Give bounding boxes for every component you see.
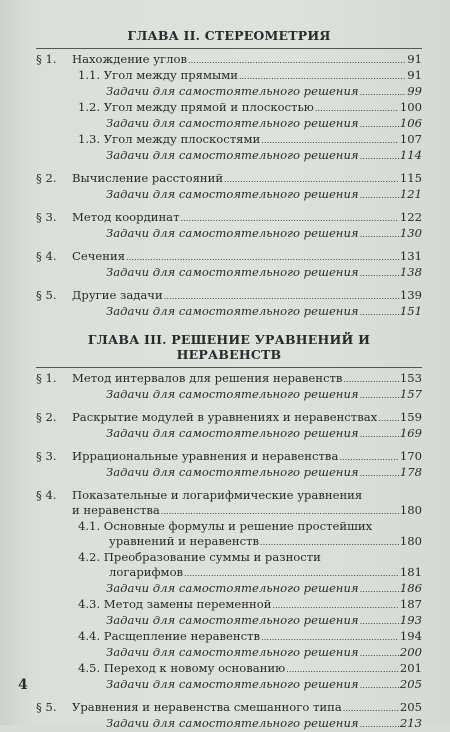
leader-dots [181,210,399,226]
entry-title-continued: уравнений и неравенств [109,534,260,548]
section-number: § 2. [36,410,57,424]
leader-dots [360,387,399,403]
entry-title-text: Нахождение углов [72,52,187,66]
toc-entry[interactable] [36,550,422,565]
leader-dots [360,581,399,597]
page-ref: 121 [399,187,422,201]
entry-title [36,488,362,503]
leader-dots [360,187,399,203]
toc-exercises-entry[interactable] [36,265,422,281]
toc-exercises-entry[interactable] [36,645,422,661]
section-number: § 4. [36,488,57,502]
entry-title [36,387,359,402]
entry-title-text: 4.2. Преобразование суммы и разности [78,550,321,564]
toc-entry[interactable] [36,68,422,84]
leader-dots [161,503,399,519]
toc-entry[interactable] [36,249,422,265]
entry-title [36,465,359,480]
separator-line [36,367,422,368]
entry-title-text: Уравнения и неравенства смешанного типа [72,700,342,714]
page-ref: 181 [399,565,422,579]
leader-dots [360,677,399,693]
leader-dots [272,597,398,613]
entry-title [36,581,359,596]
entry-title-text: Задачи для самостоятельного решения [106,387,359,401]
toc-entry[interactable] [36,371,422,387]
entry-title [36,265,359,280]
toc-entry-continued [36,565,422,581]
toc-entry[interactable] [36,410,422,426]
entry-title-text: Другие задачи [72,288,163,302]
entry-title [36,519,372,534]
entry-title [36,410,377,425]
entry-title [36,677,359,692]
page-ref: 122 [399,210,422,224]
table-of-contents [36,28,422,732]
page-ref: 99 [407,84,422,98]
entry-title-text: Задачи для самостоятельного решения [106,581,359,595]
entry-title-text: 4.3. Метод замены переменной [78,597,272,611]
page-ref: 91 [407,52,422,66]
entry-title-text: Показательные и логарифмические уравнения [72,488,363,502]
page-ref: 201 [399,661,422,675]
leader-dots [188,52,406,68]
entry-title [36,645,359,660]
entry-title-text: Задачи для самостоятельного решения [106,677,359,691]
toc-entry[interactable] [36,210,422,226]
page-number: 4 [18,677,28,693]
leader-dots [224,171,399,187]
toc-entry[interactable] [36,661,422,677]
page-ref: 130 [399,226,422,240]
entry-title [36,371,342,386]
leader-dots [360,716,399,732]
page-ref: 131 [399,249,422,263]
entry-title-text: Задачи для самостоятельного решения [106,265,359,279]
leader-dots [360,304,399,320]
leader-dots [339,449,398,465]
leader-dots [239,68,406,84]
toc-entry[interactable] [36,597,422,613]
leader-dots [260,534,399,550]
section-number: § 1. [36,52,57,66]
entry-title-text: 1.2. Угол между прямой и плоскостью [78,100,314,114]
entry-title-text: Задачи для самостоятельного решения [106,226,359,240]
leader-dots [360,226,399,242]
toc-exercises-entry[interactable] [36,465,422,481]
page-ref: 180 [399,534,422,548]
entry-title [36,249,125,264]
entry-title-text: Задачи для самостоятельного решения [106,304,359,318]
entry-title [36,550,321,565]
page-ref: 193 [399,613,422,627]
page-ref: 213 [399,716,422,730]
entry-title-text: Задачи для самостоятельного решения [106,716,359,730]
entry-title-text: Вычисление расстояний [72,171,224,185]
entry-title [36,597,271,612]
entry-title-text: Сечения [72,249,126,263]
leader-dots [184,565,399,581]
toc-entry[interactable] [36,100,422,116]
page-ref: 180 [399,503,422,517]
leader-dots [360,265,399,281]
leader-dots [343,371,398,387]
leader-dots [286,661,399,677]
page-ref: 205 [399,677,422,691]
separator-line [36,48,422,49]
entry-title [36,84,359,99]
page-ref: 153 [399,371,422,385]
entry-title-text: 1.3. Угол между плоскостями [78,132,261,146]
page-ref: 187 [399,597,422,611]
section-number: § 2. [36,171,57,185]
entry-title-continued: и неравенства [72,503,160,517]
page-ref: 100 [399,100,422,114]
toc-entry-continued [36,534,422,550]
section-number: § 3. [36,449,57,463]
entry-title [36,613,359,628]
entry-title [36,449,338,464]
entry-title [36,171,223,186]
toc-entry[interactable] [36,519,422,534]
entry-title [36,661,285,676]
toc-exercises-entry[interactable] [36,84,422,100]
toc-exercises-entry[interactable] [36,716,422,732]
entry-title-text: Задачи для самостоятельного решения [106,116,359,130]
leader-dots [261,132,399,148]
toc-exercises-entry[interactable] [36,426,422,442]
section-number: § 5. [36,700,57,714]
entry-title-text: Задачи для самостоятельного решения [106,187,359,201]
page-ref: 205 [399,700,422,714]
entry-title [36,716,359,731]
leader-dots [378,410,399,426]
entry-title-text: Иррациональные уравнения и неравенства [72,449,339,463]
toc-entry[interactable] [36,700,422,716]
page-ref: 157 [399,387,422,401]
page-ref: 169 [399,426,422,440]
leader-dots [360,148,399,164]
chapter-2-title: ГЛАВА II. СТЕРЕОМЕТРИЯ [127,28,331,43]
entry-title [36,148,359,163]
leader-dots [360,116,399,132]
entry-title-continued: логарифмов [109,565,184,579]
toc-exercises-entry[interactable] [36,148,422,164]
entry-title [36,210,180,225]
toc-entry[interactable] [36,288,422,304]
entry-title [36,629,260,644]
leader-dots [164,288,399,304]
toc-exercises-entry[interactable] [36,304,422,320]
chapter-3-title: ГЛАВА III. РЕШЕНИЕ УРАВНЕНИЙ И НЕРАВЕНСТВ [87,332,371,362]
entry-title [36,132,260,147]
entry-title [36,426,359,441]
leader-dots [360,645,399,661]
page-ref: 151 [399,304,422,318]
entry-title-text: Метод координат [72,210,180,224]
leader-dots [343,700,399,716]
toc-entry[interactable] [36,171,422,187]
leader-dots [261,629,399,645]
entry-title-text: 4.4. Расщепление неравенств [78,629,261,643]
entry-title-text: 4.5. Переход к новому основанию [78,661,286,675]
chapter-2-entries [36,52,422,320]
toc-exercises-entry[interactable] [36,677,422,693]
section-number: § 1. [36,371,57,385]
entry-title [36,100,314,115]
toc-exercises-entry[interactable] [36,226,422,242]
toc-entry[interactable] [36,488,422,503]
page-ref: 178 [399,465,422,479]
entry-title-text: Раскрытие модулей в уравнениях и неравенствах [72,410,378,424]
entry-title-text: Задачи для самостоятельного решения [106,613,359,627]
chapter-3-entries [36,371,422,732]
entry-title [36,288,163,303]
section-number: § 5. [36,288,57,302]
toc-exercises-entry[interactable] [36,387,422,403]
toc-entry[interactable] [36,52,422,68]
page-ref: 115 [399,171,422,185]
entry-title [36,68,238,83]
entry-title-text: Задачи для самостоятельного решения [106,148,359,162]
toc-entry[interactable] [36,449,422,465]
entry-title [36,116,359,131]
entry-title-text: 4.1. Основные формулы и решение простейших [78,519,373,533]
page-ref: 194 [399,629,422,643]
leader-dots [360,613,399,629]
leader-dots [126,249,399,265]
entry-title-text: 1.1. Угол между прямыми [78,68,238,82]
page-ref: 186 [399,581,422,595]
entry-title-text: Метод интервалов для решения неравенств [72,371,343,385]
section-number: § 3. [36,210,57,224]
section-number: § 4. [36,249,57,263]
entry-title-text: Задачи для самостоятельного решения [106,426,359,440]
leader-dots [360,84,407,100]
page-ref: 138 [399,265,422,279]
leader-dots [360,465,399,481]
entry-title-text: Задачи для самостоятельного решения [106,84,359,98]
entry-title [36,700,342,715]
toc-entry[interactable] [36,132,422,148]
entry-title [36,304,359,319]
leader-dots [360,426,399,442]
page-ref: 91 [407,68,422,82]
page-ref: 200 [399,645,422,659]
page-ref: 170 [399,449,422,463]
page-ref: 139 [399,288,422,302]
page-ref: 107 [399,132,422,146]
entry-title-text: Задачи для самостоятельного решения [106,645,359,659]
entry-title [36,52,187,67]
toc-entry-continued [36,503,422,519]
toc-exercises-entry[interactable] [36,613,422,629]
toc-entry[interactable] [36,629,422,645]
entry-title [36,187,359,202]
leader-dots [315,100,399,116]
entry-title-text: Задачи для самостоятельного решения [106,465,359,479]
toc-exercises-entry[interactable] [36,581,422,597]
entry-title [36,226,359,241]
page-ref: 159 [399,410,422,424]
toc-exercises-entry[interactable] [36,187,422,203]
page-ref: 106 [399,116,422,130]
page-ref: 114 [399,148,422,162]
toc-exercises-entry[interactable] [36,116,422,132]
